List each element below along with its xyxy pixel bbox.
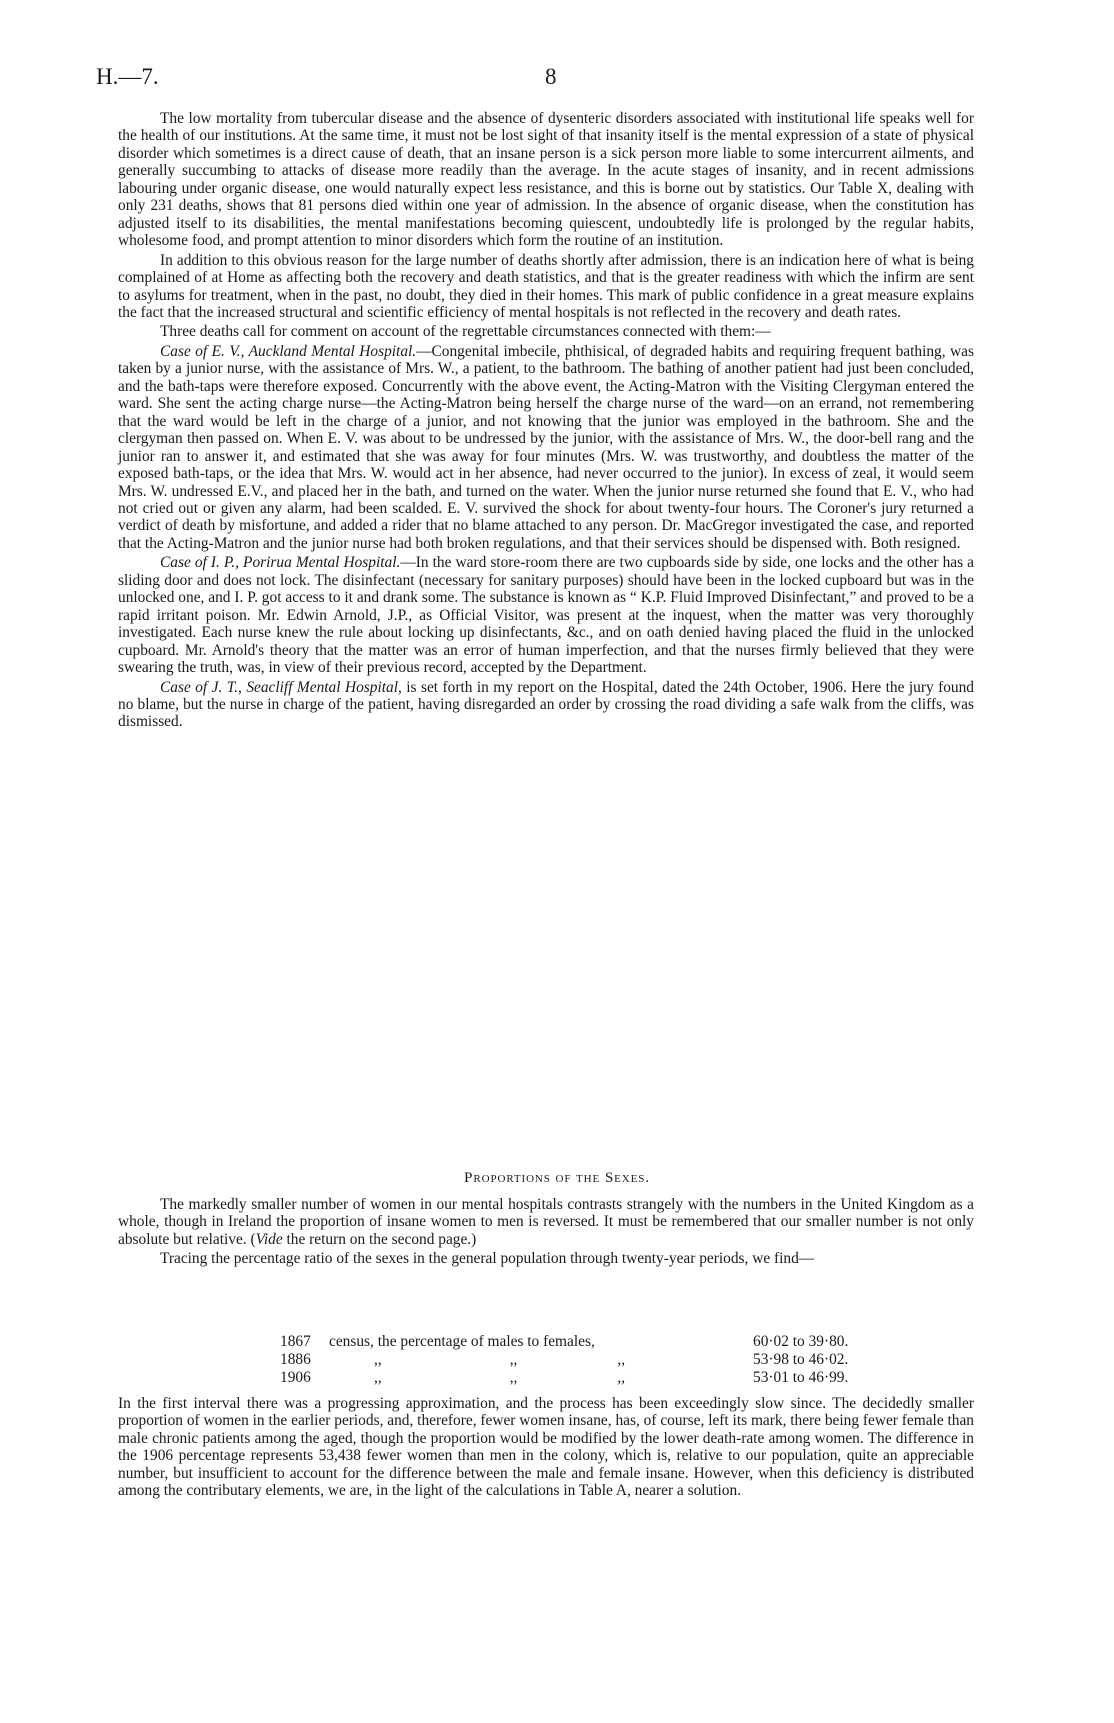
case-title: Case of E. V., Auckland Mental Hospital. bbox=[160, 342, 417, 360]
paragraph: The markedly smaller number of women in our mental hospitals contrasts strangely with the numbers in the United Kingdom as a whole, though in Ireland the proportion of insane women to men is reversed. It must be remembered that our smaller number is not only absolute but relative. (Vide the return on the second page.) bbox=[118, 1196, 974, 1248]
paragraph: In addition to this obvious reason for the large number of deaths shortly after admission, there is an indication here of what is being complained of at Home as affecting both the recovery and death statistics, and that is the greater readiness with which the infirm are sent to asylums for treatment, when in the past, no doubt, they died in their homes. This mark of public confidence in a great measure explains the fact that the increased structural and scientific efficiency of mental hospitals is not reflected in the recovery and death rates. bbox=[118, 251, 974, 321]
main-text bbox=[118, 110, 974, 731]
table-row: 1886 ,, ,, ,, 53·98 to 46·02. bbox=[280, 1351, 849, 1368]
paragraph: In the first interval there was a progressing approximation, and the process has been exceedingly slow since. The decidedly smaller proportion of women in the earlier periods, and, therefore, fewer women insane, has, of course, left its mark, there being fewer female than male chronic patients among the aged, though the proportion would be modified by the lower death-rate among women. The difference in the 1906 percentage represents 53,438 fewer women than men in the colony, which is, relative to our population, quite an appreciable number, but insufficient to account for the difference between the male and female insane. However, when this deficiency is distributed among the contributary elements, we are, in the light of the calculations in Table A, nearer a solution. bbox=[118, 1395, 974, 1500]
case-title: Case of J. T., Seacliff Mental Hospital, bbox=[160, 678, 402, 696]
paragraph: Tracing the percentage ratio of the sexes in the general population through twenty-year periods, we find— bbox=[160, 1250, 815, 1268]
page-reference: H.—7. bbox=[96, 64, 159, 89]
table-row: 1906 ,, ,, ,, 53·01 to 46·99. bbox=[280, 1369, 849, 1386]
case-paragraph: Case of I. P., Porirua Mental Hospital.—In the ward store-room there are two cupboards side by side, one locks and the other has a sliding door and does not lock. The disinfectant (necessary for sanitary purposes) should have been in the locked cupboard but was in the unlocked one, and I. P. got access to it and drank some. The substance is known as “ K.P. Fluid Improved Disinfectant,” and proved to be a rapid irritant poison. Mr. Edwin Arnold, J.P., as Official Visitor, was present at the inquest, when the matter was very thoroughly investigated. Each nurse knew the rule about locking up disinfectants, &c., and on oath denied having placed the fluid in the unlocked cupboard. Mr. Arnold's theory that the matter was an error of human imperfection, and that the nurses firmly believed that they were swearing the truth, was, in view of their previous record, accepted by the Department. bbox=[118, 554, 975, 677]
section-heading: Proportions of the Sexes. bbox=[464, 1169, 650, 1186]
paragraph: Three deaths call for comment on account of the regrettable circumstances connected with them:— bbox=[160, 323, 771, 341]
table-row: 1867 census, the percentage of males to females, 60·02 to 39·80. bbox=[280, 1333, 849, 1350]
case-title: Case of I. P., Porirua Mental Hospital. bbox=[160, 554, 401, 572]
section-text bbox=[118, 1196, 974, 1270]
case-paragraph: Case of J. T., Seacliff Mental Hospital, is set forth in my report on the Hospital, dated the 24th October, 1906. Here the jury found no blame, but the nurse in charge of the patient, having disregarded an order by crossing the road dividing a safe walk from the cliffs, was dismissed. bbox=[118, 678, 974, 731]
case-paragraph: Case of E. V., Auckland Mental Hospital.—Congenital imbecile, phthisical, of degraded habits and requiring frequent bathing, was taken by a junior nurse, with the assistance of Mrs. W., a patient, to the bathroom. The bathing of another patient had just been concluded, and the bath-taps were therefore exposed. Concurrently with the above event, the Acting-Matron with the Visiting Clergyman entered the ward. She sent the acting charge nurse—the Acting-Matron being herself the charge nurse of the ward—on an errand, not remembering that the ward would be left in the charge of a junior, and not knowing that the junior was employed in the bathroom. She and the clergyman then passed on. When E. V. was about to be undressed by the junior, with the assistance of Mrs. W., the door-bell rang and the junior ran to answer it, and estimated that she was away for four minutes (Mrs. W. was trustworthy, and doubtless the matter of the exposed bath-taps, or the idea that Mrs. W. would act in her absence, had never occurred to the junior). In excess of zeal, it would seem Mrs. W. undressed E.V., and placed her in the bath, and turned on the water. When the junior nurse returned she found that E. V., who had not cried out or given any alarm, had been scalded. E. V. survived the shock for about twenty-four hours. The Coroner's jury returned a verdict of death by misfortune, and added a rider that no blame attached to any person. Dr. MacGregor investigated the case, and reported that the Acting-Matron and the junior nurse had both broken regulations, and that their services should be dispensed with. Both resigned. bbox=[118, 342, 974, 552]
census-table bbox=[280, 1333, 854, 1387]
page-number: 8 bbox=[545, 64, 557, 89]
closing-text bbox=[118, 1395, 974, 1500]
paragraph: The low mortality from tubercular disease and the absence of dysenteric disorders associated with institutional life speaks well for the health of our institutions. At the same time, it must not be lost sight of that insanity itself is the mental expression of a state of physical disorder which sometimes is a direct cause of death, that an insane person is a sick person more liable to some intercurrent ailments, and generally succumbing to attacks of disease more readily than the average. In the acute stages of insanity, and in recent admissions labouring under organic disease, one would naturally expect less resistance, and this is borne out by statistics. Our Table X, dealing with only 231 deaths, shows that 81 persons died within one year of admission. In the absence of organic disease, when the constitution has adjusted itself to its disabilities, the mental manifestations becoming quiescent, undoubtedly life is prolonged by the regular habits, wholesome food, and prompt attention to minor disorders which form the routine of an institution. bbox=[118, 110, 974, 250]
